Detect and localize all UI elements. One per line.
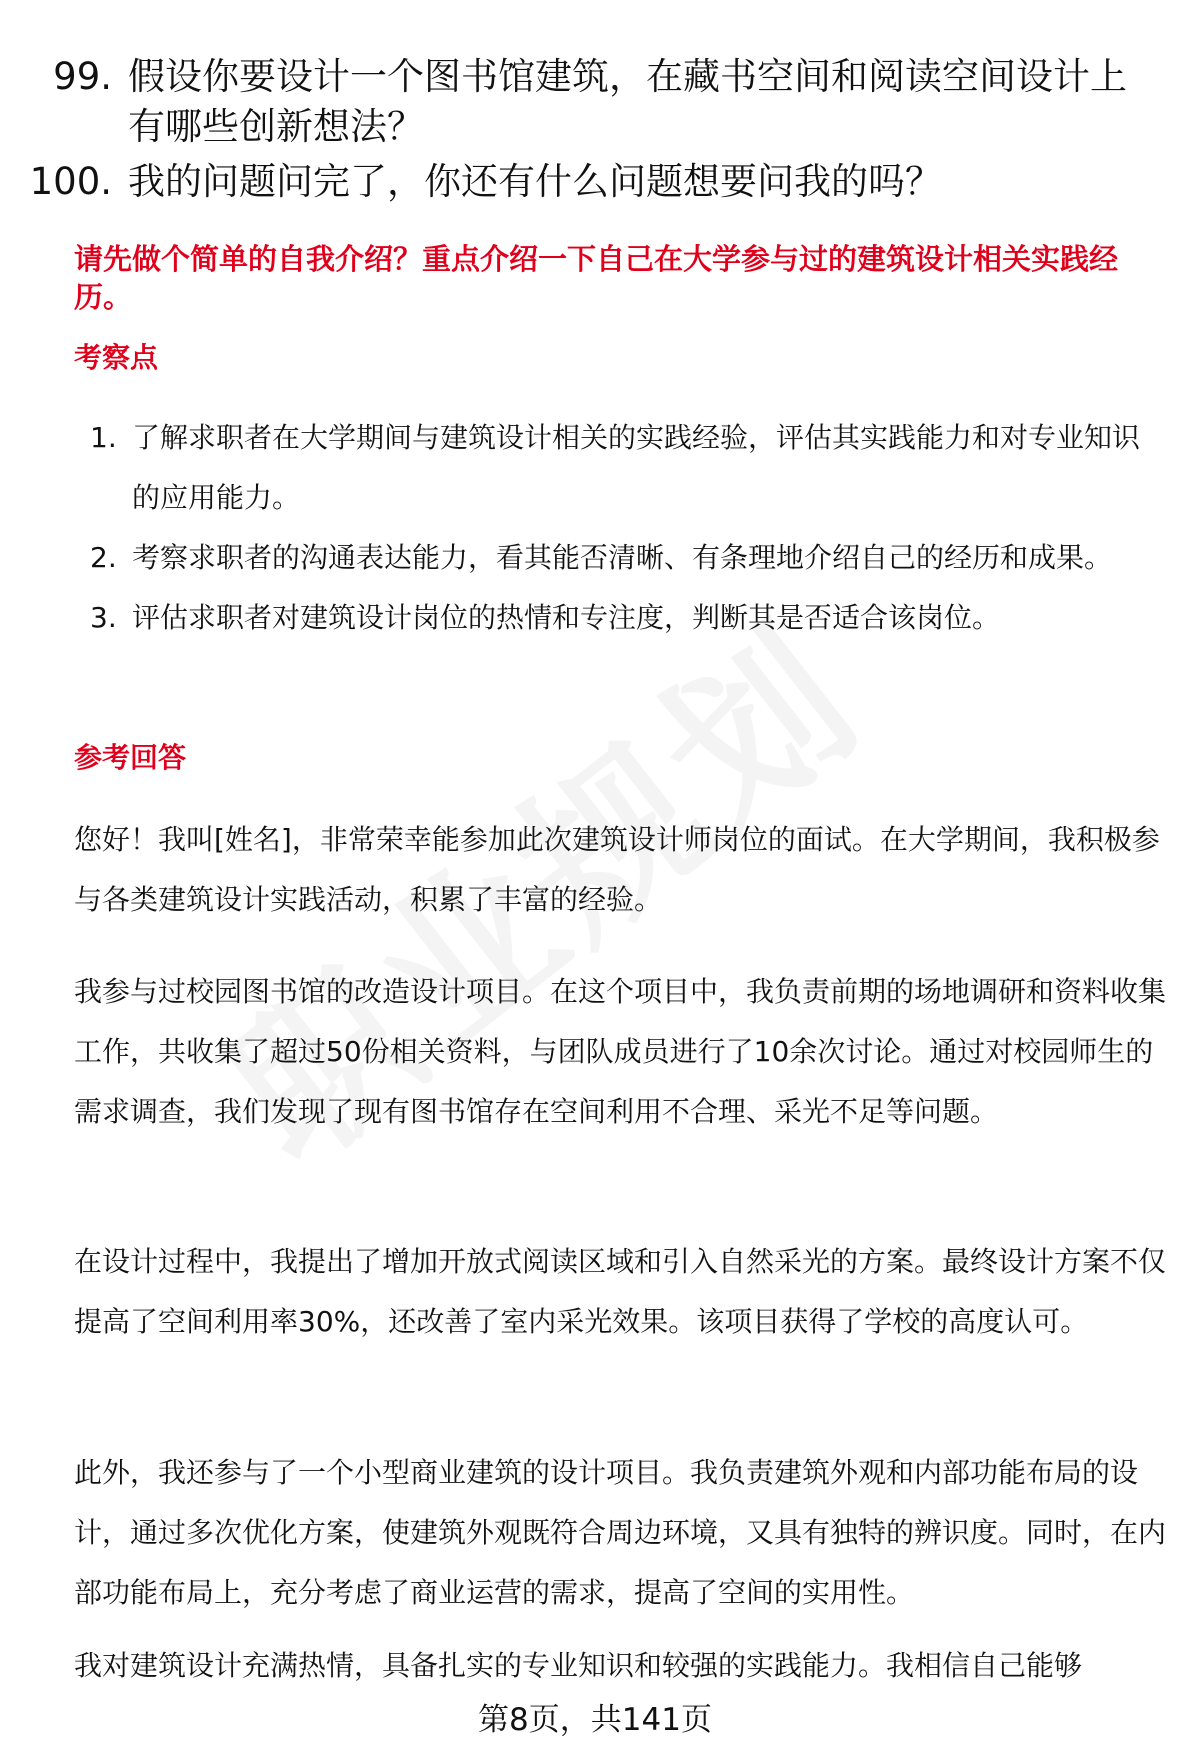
answer-heading: 参考回答	[74, 741, 187, 774]
question-text: 假设你要设计一个图书馆建筑，在藏书空间和阅读空间设计上有哪些创新想法？	[128, 55, 1127, 148]
point-number: 2.	[90, 541, 117, 574]
point-text: 了解求职者在大学期间与建筑设计相关的实践经验，评估其实践能力和对专业知识的应用能力。	[132, 421, 1141, 514]
answer-paragraph: 我参与过校园图书馆的改造设计项目。在这个项目中，我负责前期的场地调研和资料收集工作，共收集了超过50份相关资料，与团队成员进行了10余次讨论。通过对校园师生的需求调查，我们发现了现有图书馆存在空间利用不合理、采光不足等问题。	[74, 975, 1167, 1128]
point-number: 3.	[90, 601, 117, 634]
point-text: 考察求职者的沟通表达能力，看其能否清晰、有条理地介绍自己的经历和成果。	[132, 541, 1113, 574]
answer-paragraph: 您好！我叫[姓名]，非常荣幸能参加此次建筑设计师岗位的面试。在大学期间，我积极参与各类建筑设计实践活动，积累了丰富的经验。	[74, 823, 1160, 916]
assessment-heading: 考察点	[74, 341, 159, 374]
answer-paragraph: 我对建筑设计充满热情，具备扎实的专业知识和较强的实践能力。我相信自己能够	[74, 1649, 1083, 1682]
question-text: 我的问题问完了，你还有什么问题想要问我的吗？	[128, 160, 942, 203]
question-item	[0, 52, 1190, 152]
assessment-point	[74, 528, 1164, 588]
question-item	[0, 157, 1190, 207]
question-number: 100.	[29, 160, 112, 203]
assessment-point	[74, 408, 1164, 528]
answer-paragraph: 此外，我还参与了一个小型商业建筑的设计项目。我负责建筑外观和内部功能布局的设计，通过多次优化方案，使建筑外观既符合周边环境，又具有独特的辨识度。同时，在内部功能布局上，充分考虑了商业运营的需求，提高了空间的实用性。	[74, 1456, 1167, 1609]
page-number-footer: 第8页，共141页	[478, 1702, 712, 1738]
assessment-point	[74, 588, 1164, 648]
highlight-question: 请先做个简单的自我介绍？重点介绍一下自己在大学参与过的建筑设计相关实践经历。	[74, 242, 1119, 314]
question-number: 99.	[53, 55, 112, 98]
assessment-points-list	[74, 408, 1164, 648]
answer-paragraph: 在设计过程中，我提出了增加开放式阅读区域和引入自然采光的方案。最终设计方案不仅提高了空间利用率30%，还改善了室内采光效果。该项目获得了学校的高度认可。	[74, 1245, 1167, 1338]
point-text: 评估求职者对建筑设计岗位的热情和专注度，判断其是否适合该岗位。	[132, 601, 1001, 634]
point-number: 1.	[90, 421, 117, 454]
